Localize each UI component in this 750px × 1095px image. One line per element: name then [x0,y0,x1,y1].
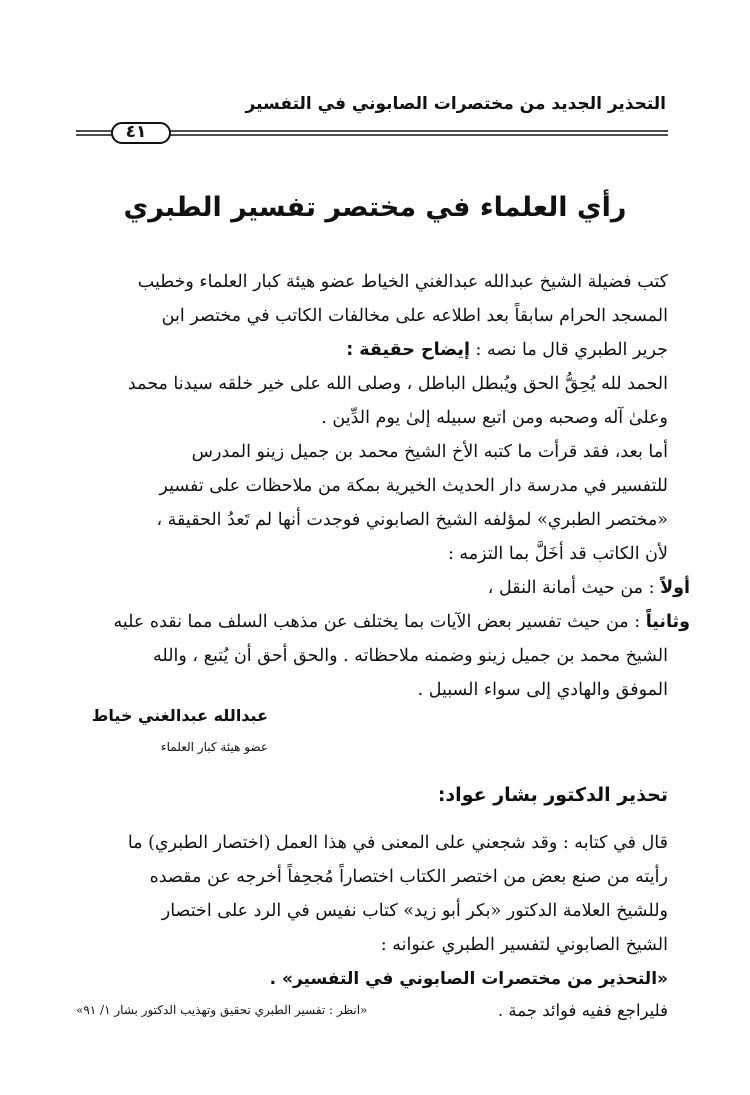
signature-name: عبدالله عبدالغني خياط [91,706,268,725]
letter-line-8: «مختصر الطبري» لمؤلفه الشيخ الصابوني فوجدت أنها لم تَعدُ الحقيقة ، [156,510,668,530]
footnote: «انظر : تفسير الطبري تحقيق وتهذيب الدكتور بشار ١/ ٩١» [76,1003,368,1017]
running-header-title: التحذير الجديد من مختصرات الصابوني في التفسير [245,94,666,114]
awad-line-4: الشيخ الصابوني لتفسير الطبري عنوانه : [380,935,668,955]
point-2-text: : من حيث تفسير بعض الآيات بما يختلف عن مذهب السلف مما نقده عليه [113,612,641,632]
awad-book-title: «التحذير من مختصرات الصابوني في التفسير» . [269,969,668,989]
awad-line-1: قال في كتابه : وقد شجعني على المعنى في هذا العمل (اختصار الطبري) ما [127,833,668,853]
point-1 [488,571,690,605]
letter-line-5: وعلىٰ آله وصحبه ومن اتبع سبيله إلىٰ يوم الدِّين . [321,408,668,428]
point-2-label: وثانياً [645,612,690,632]
letter-line-4: الحمد لله يُحِقُّ الحق ويُبطل الباطل ، وصلى الله على خير خلقه سيدنا محمد [127,374,668,394]
point-2 [113,605,690,639]
point-2-cont-2: الموفق والهادي إلى سواء السبيل . [417,680,668,700]
awad-line-2: رأيته من صنع بعض من اختصر الكتاب اختصاراً مُجحِفاً أخرجه عن مقصده [149,867,668,887]
letter-line-3 [346,333,668,367]
point-1-text: : من حيث أمانة النقل ، [487,578,655,598]
page-number: ٤١ [125,122,147,142]
letter-line-6: أما بعد، فقد قرأت ما كتبه الأخ الشيخ محمد بن جميل زينو المدرس [191,442,668,462]
point-2-cont-1: الشيخ محمد بن جميل زينو وضمنه ملاحظاته . والحق أحق أن يُتبع ، والله [153,646,668,666]
clarification-label: إيضاح حقيقة : [346,340,470,360]
point-1-label: أولاً [660,578,690,598]
signature-role: عضو هيئة كبار العلماء [161,740,268,754]
awad-last-line: فليراجع ففيه فوائد جمة . [497,1001,668,1020]
letter-line-3-text: جرير الطبري قال ما نصه : [475,340,668,360]
letter-line-7: للتفسير في مدرسة دار الحديث الخيرية بمكة من ملاحظات على تفسير [159,476,668,496]
awad-line-3: وللشيخ العلامة الدكتور «بكر أبو زيد» كتاب نفيس في الرد على اختصار [161,901,668,921]
section-title: رأي العلماء في مختصر تفسير الطبري [123,192,627,223]
letter-line-1: كتب فضيلة الشيخ عبدالله عبدالغني الخياط عضو هيئة كبار العلماء وخطيب [137,272,668,292]
letter-line-9: لأن الكاتب قد أخَلَّ بما التزمه : [447,544,668,564]
letter-line-2: المسجد الحرام سابقاً بعد اطلاعه على مخالفات الكاتب في مختصر ابن [161,306,668,326]
awad-heading: تحذير الدكتور بشار عواد: [437,784,668,806]
